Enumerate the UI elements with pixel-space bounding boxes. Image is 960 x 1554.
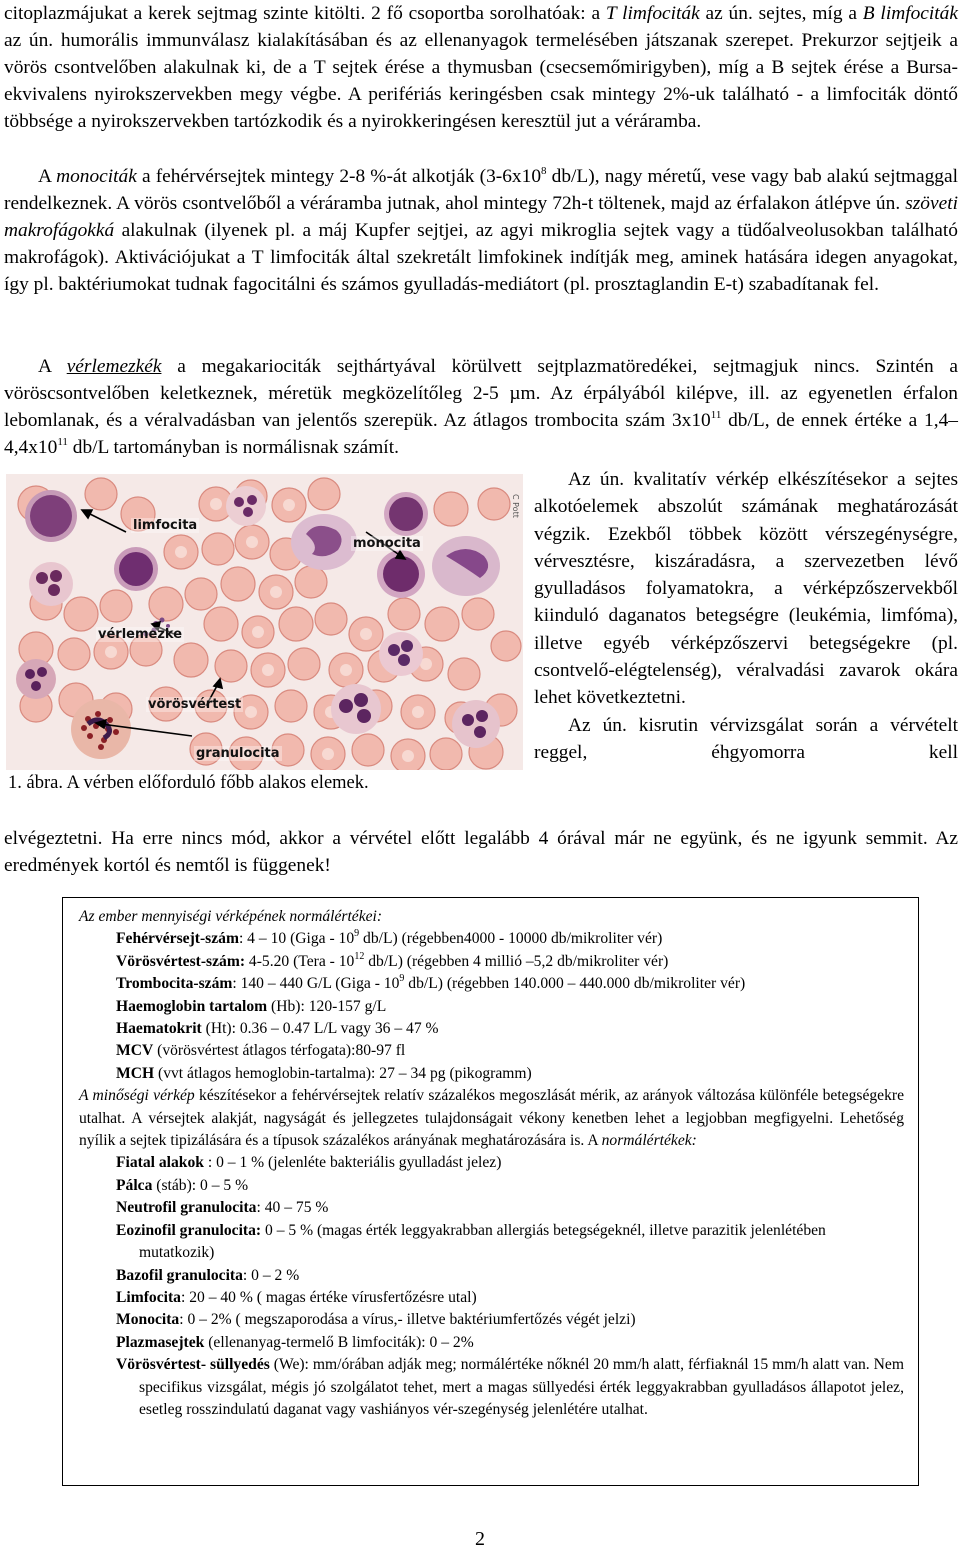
label-granulocita: granulocita: [196, 746, 280, 761]
value-rbc: [79, 951, 904, 973]
text: a megakariociták sejthártyával körülvett sejtplazmatöredékei, sejtmagjuk nincs. Szintén a vöröscsontvelőben keletkeznek, méretük megközelítőleg 2-5 µm. Az érpályából kilépve, ill. az egyenetlen érfalon lebomlanak, és a véralvadásban van jelentős szerepük. Az átlagos trombocita szám 3x10: [4, 356, 959, 431]
text: : 0 – 2 %: [242, 1266, 300, 1284]
label-vorosvertest: vörösvértest: [148, 697, 242, 712]
term-platelets: vérlemezkék: [66, 356, 162, 377]
term: Haemoglobin tartalom: [116, 997, 268, 1015]
value-plasma-cells: [79, 1332, 904, 1354]
term: normálértékek:: [601, 1132, 697, 1150]
term: Fiatal alakok: [116, 1154, 204, 1172]
term: Vörösvértest-szám:: [116, 952, 246, 970]
paragraph-small-routine: Az ún. kisrutin vérvizsgálat során a vérvételt reggel, éhgyomorra kell: [534, 714, 958, 763]
value-hematocrit: [79, 1018, 904, 1040]
term: MCH: [116, 1064, 155, 1082]
paragraph-monocytes: [4, 163, 958, 298]
term: MCV: [116, 1042, 154, 1060]
value-esr: [79, 1354, 904, 1421]
text: db/L, de ennek értéke a 1,4–4,4x10: [4, 410, 958, 458]
text: (We): mm/órában adják meg; normálértéke nőknél 20 mm/h alatt, férfiaknál 15 mm/h alatt van. Nem specifikus vizsgálat, mégis jó szolgálatot tehet, mert a magas süllyedési érték leggyakrabban gyulladásos állapotot jelez, esetleg rosszindulatú daganat vagy vashiányos vér-szegénység jelenlétére utalhat.: [139, 1356, 904, 1418]
value-hemoglobin: [79, 996, 904, 1018]
value-lymphocyte: [79, 1287, 904, 1309]
term: Bazofil granulocita: [116, 1266, 243, 1284]
value-mch: [79, 1063, 904, 1085]
term: Limfocita: [116, 1288, 181, 1306]
term: Haematokrit: [116, 1020, 202, 1038]
paragraph-blood-draw: elvégeztetni. Ha erre nincs mód, akkor a vérvétel előtt legalább 4 órával már ne együnk, és ne igyunk semmit. Az eredmények kortól és nemtől is függenek!: [4, 828, 958, 876]
text: db/L) (régebben 140.000 – 440.000 db/mikroliter vér): [404, 975, 746, 993]
text: (Ht): 0.36 – 0.47 L/L vagy 36 – 47 %: [201, 1020, 439, 1038]
page-number: 2: [475, 1528, 485, 1550]
text: : 20 – 40 % ( magas értéke vírusfertőzésre utal): [180, 1288, 477, 1306]
term-t-lymphocytes: T limfociták: [605, 3, 700, 24]
value-wbc: [79, 928, 904, 950]
label-monocita: monocita: [353, 536, 421, 551]
signature: C Pott: [511, 494, 520, 518]
value-neutrophil: [79, 1197, 904, 1219]
value-band: [79, 1175, 904, 1197]
blood-smear-image: [6, 474, 523, 770]
text: alakulnak (ilyenek pl. a máj Kupfer sejtjei, az agyi mikroglia sejtek vagy a tüdőalveolusokban található makrofágok). Aktivációjukat a T limfociták által szekretált limfokinek indítják meg, aminek hatására idegen anyagokat, így pl. baktériumokat tudnak fagocitálni és számos gyulladás-mediátort (pl. prosztaglandin E-t) szabadítanak fel.: [4, 220, 958, 295]
term: Pálca: [116, 1176, 153, 1194]
text: 4-5.20 (Tera - 10: [245, 952, 355, 970]
superscript: 9: [399, 973, 405, 985]
value-eosinophil: [79, 1220, 904, 1265]
figure-caption: 1. ábra. A vérben előforduló főbb alakos elemek.: [8, 773, 369, 793]
term: Eozinofil granulocita:: [116, 1221, 262, 1239]
text: (vörösvértest átlagos térfogata):80-97 fl: [153, 1042, 406, 1060]
label-limfocita: limfocita: [133, 518, 198, 533]
term-b-lymphocytes: B limfociták: [862, 3, 958, 24]
superscript: 12: [354, 950, 365, 962]
qualitative-intro: [79, 1085, 904, 1152]
paragraph-qualitative: Az ún. kvalitatív vérkép elkészítésekor a sejtes alkotóelemek abszolút számának meghatározását végzik. Ezekből többek között vérszegénységre, vérvesztésre, kiszáradásra, a szervezetben lévő gyulladásos folyamatokra, a vérképzőszervekből kiinduló daganatos betegségre (leukémia, limfóma), illetve egyéb vérképzőszervi betegségekre (pl. csontvelő-elégtelenség), véralvadási zavarok okára lehet következtetni.: [534, 469, 958, 709]
value-basophil: [79, 1265, 904, 1287]
term: Trombocita-szám: [116, 975, 233, 993]
text: a fehérvérsejtek mintegy 2-8 %-át alkotják (3-6x10: [136, 166, 542, 187]
value-platelets: [79, 973, 904, 995]
superscript: 8: [541, 164, 547, 177]
text: készítésekor a fehérvérsejtek relatív százalékos megoszlását mérik, az arányok változása különféle betegségekre utalhat. A vérsejtek alakját, nagyságát és jellegzetes tulajdonságait vékony kenetben lehet a legjobban megfigyelni. Lehetőség nyílik a sejtek tipizálására és a típusok százalékos arányának meghatározására is. A: [79, 1087, 904, 1150]
text: az ún. humorális immunválasz kialakításában és az ellenanyagok termelésében játszanak szerepet. Prekurzor sejtjeik a vörös csontvelőben alakulnak ki, de a T sejtek érése a thymusban (csecsemőmirigyben), míg a B sejtek érése a Bursa-ekvivalens nyirokszervekben megy végbe. A perifériás keringésben csak mintegy 2%-uk található - a limfociták döntő többsége a nyirokszervekben tartózkodik és a nyirokkeringésen keresztül jut a véráramba.: [4, 30, 958, 132]
text: (ellenanyag-termelő B limfociták): 0 – 2%: [204, 1333, 474, 1351]
term-monocytes: monociták: [56, 166, 137, 187]
text: 0 – 5 % (magas érték leggyakrabban allergiás betegségeknél, illetve parazitik jelenlétében mutatkozik): [139, 1221, 826, 1262]
paragraph-platelets: [4, 353, 958, 461]
text: az ún. sejtes, míg a: [699, 3, 863, 24]
term: Fehérvérsejt-szám: [116, 930, 239, 948]
term: Plazmasejtek: [116, 1333, 205, 1351]
blood-cells-figure: [6, 474, 523, 770]
side-text: [534, 466, 958, 766]
box-title: Az ember mennyiségi vérképének normálértékei:: [79, 908, 383, 925]
term: Neutrofil granulocita: [116, 1199, 257, 1217]
text: A: [38, 356, 67, 377]
term-tissue-macrophages: szöveti makrofágokká: [4, 193, 958, 241]
term: Vörösvértest- süllyedés: [116, 1356, 270, 1374]
text: db/L) (régebben4000 - 10000 db/mikroliter vér): [359, 930, 663, 948]
text: db/L tartományban is normálisnak számít.: [67, 437, 399, 458]
text: A: [38, 166, 57, 187]
superscript: 11: [710, 408, 722, 421]
value-mcv: [79, 1040, 904, 1062]
text: db/L), nagy méretű, vese vagy bab alakú sejtmaggal rendelkeznek. A vörös csontvelőből a véráramba jutnak, ahol mintegy 72h-t töltenek, majd az érfalakon átlépve ún.: [4, 166, 958, 214]
paragraph-lymphocytes: [4, 0, 958, 135]
value-monocyte: [79, 1309, 904, 1331]
text: : 4 – 10 (Giga - 10: [238, 930, 355, 948]
text: db/L) (régebben 4 millió –5,2 db/mikroliter vér): [364, 952, 669, 970]
label-verlemezke: vérlemezke: [98, 627, 183, 642]
normal-values-box: [62, 897, 919, 1486]
term: A minőségi vérkép: [79, 1087, 195, 1105]
text: (Hb): 120-157 g/L: [267, 997, 387, 1015]
text: : 140 – 440 G/L (Giga - 10: [232, 975, 400, 993]
text: citoplazmájukat a kerek sejtmag szinte kitölti. 2 fő csoportba sorolhatóak: a: [4, 3, 606, 24]
text: : 40 – 75 %: [256, 1199, 329, 1217]
superscript: 9: [354, 928, 360, 940]
text: : 0 – 2% ( megszaporodása a vírus,- illetve baktériumfertőzés végét jelzi): [179, 1311, 636, 1329]
superscript: 11: [57, 435, 68, 448]
text: (vvt átlagos hemoglobin-tartalma): 27 – 34 pg (pikogramm): [154, 1064, 532, 1082]
value-young-forms: [79, 1152, 904, 1174]
text: : 0 – 1 % (jelenléte bakteriális gyulladást jelez): [203, 1154, 502, 1172]
term: Monocita: [116, 1311, 180, 1329]
text: (stáb): 0 – 5 %: [152, 1176, 249, 1194]
